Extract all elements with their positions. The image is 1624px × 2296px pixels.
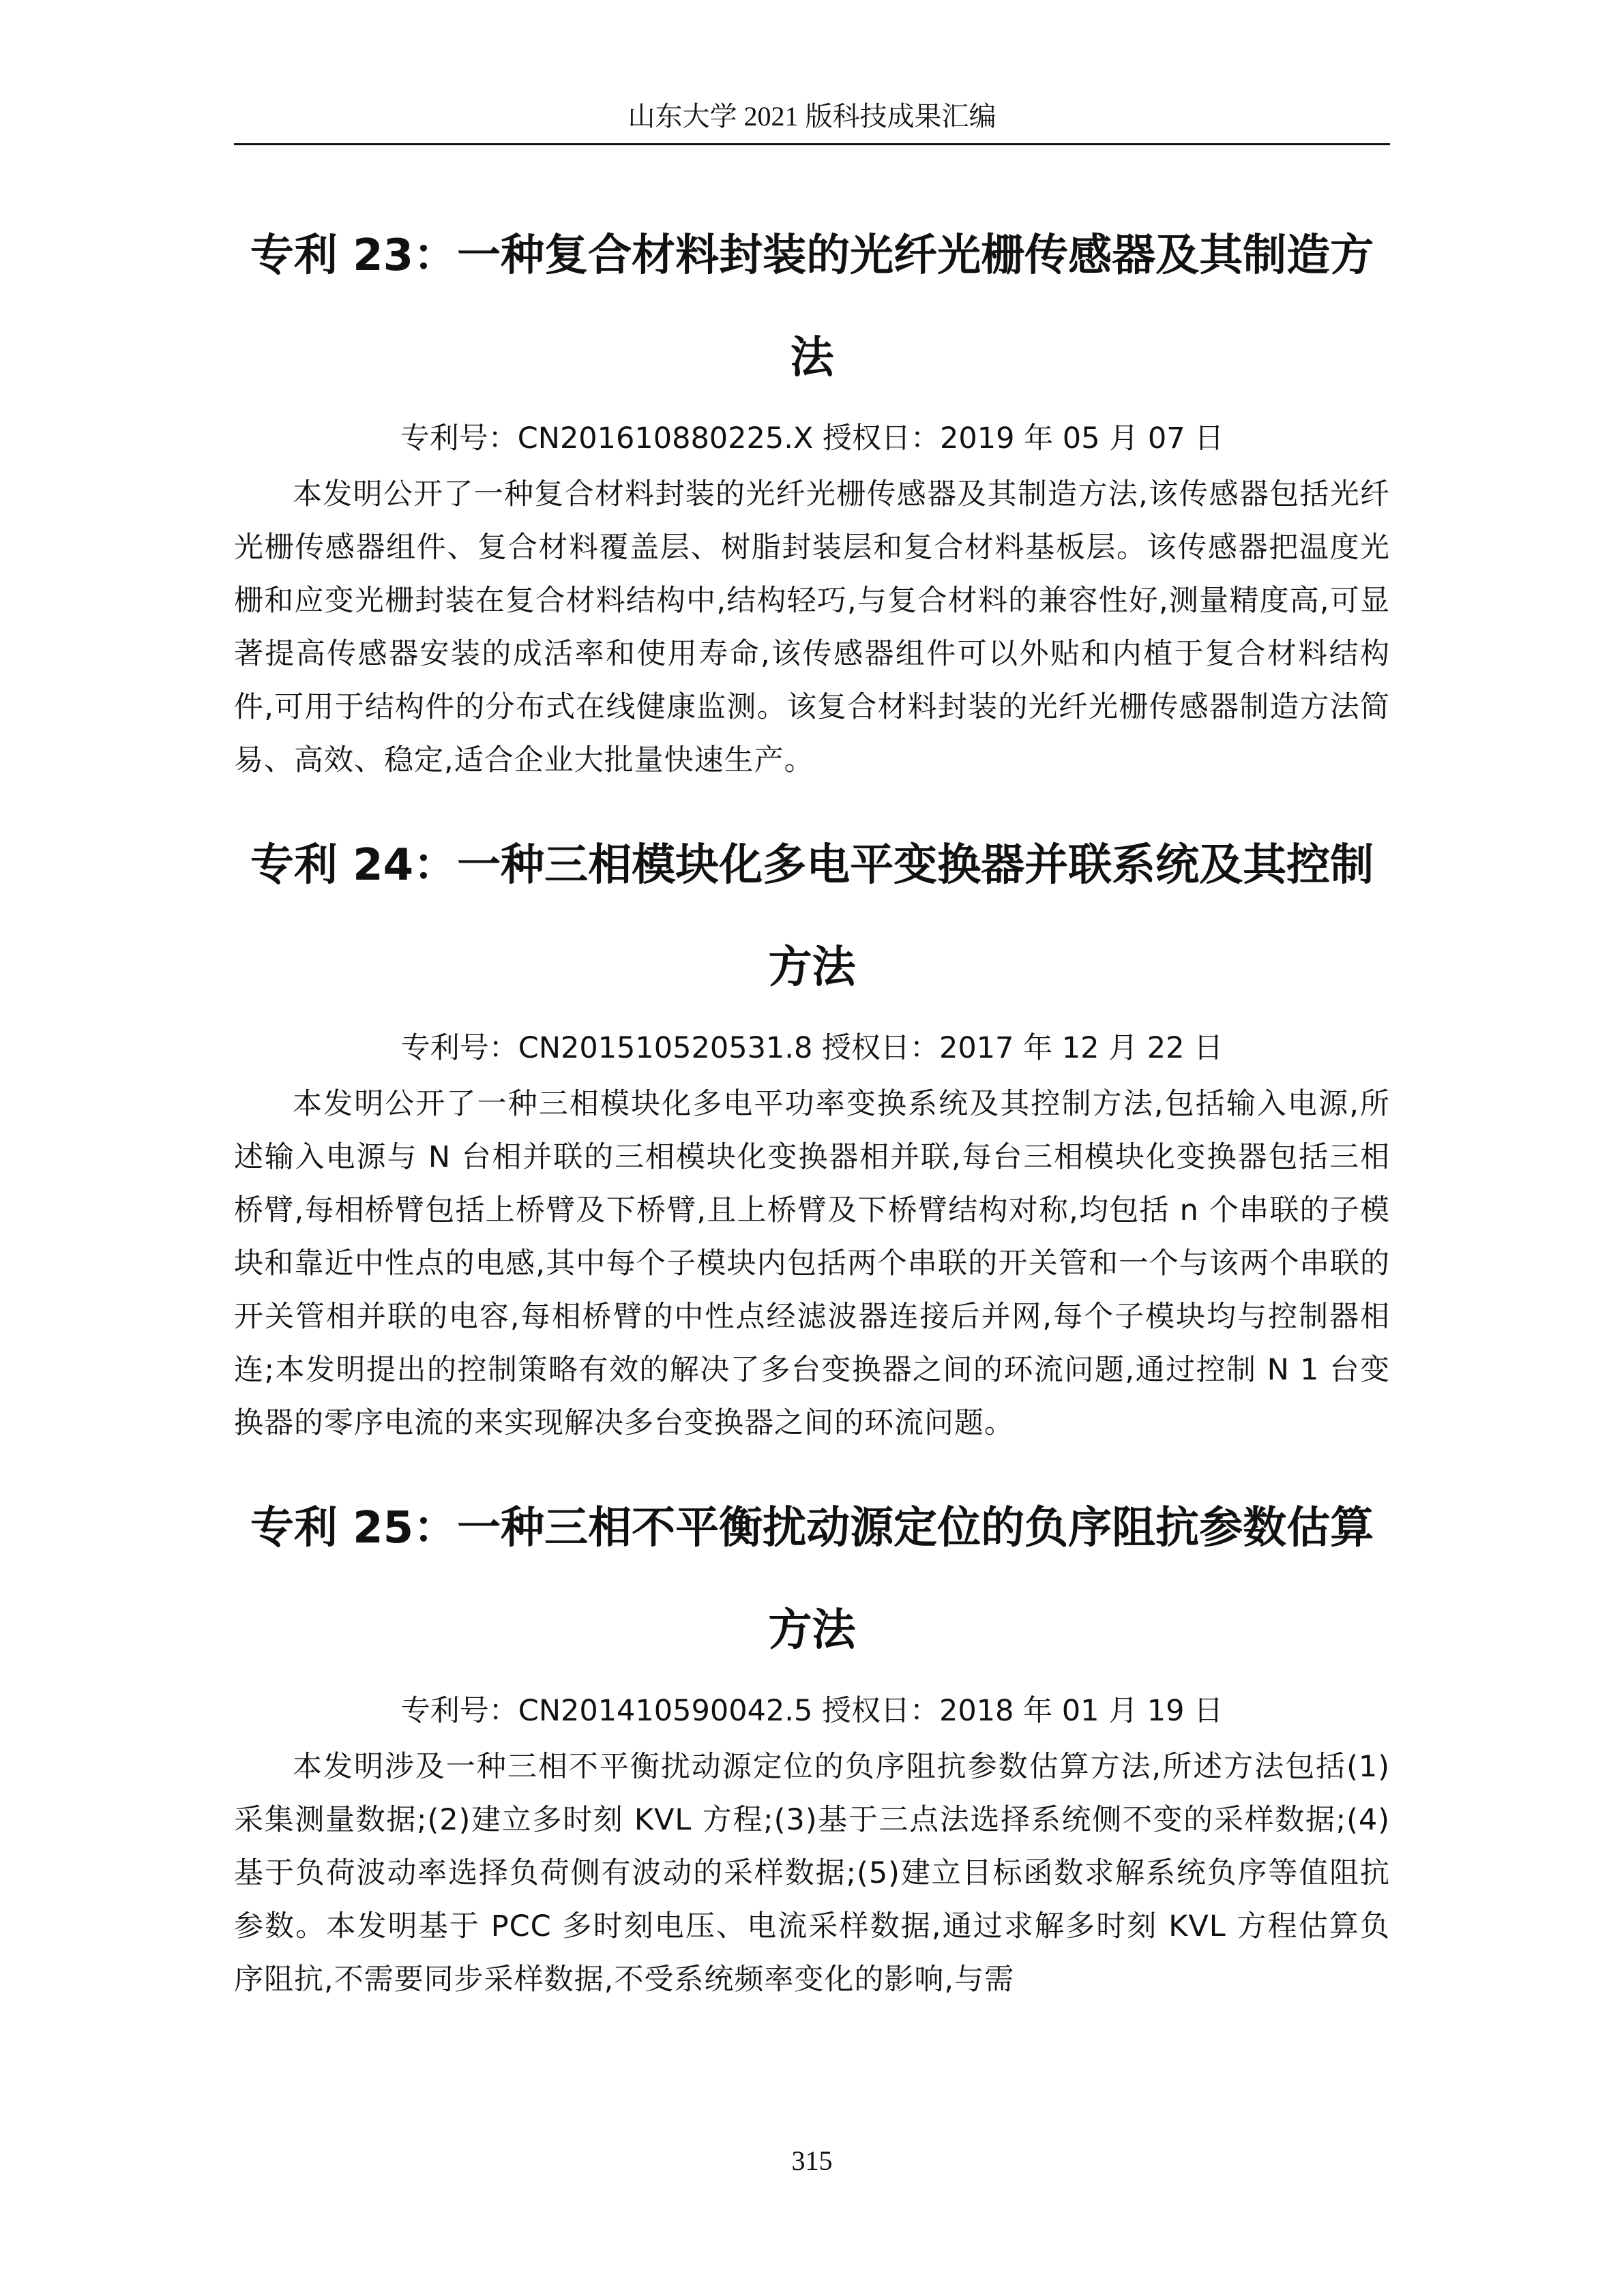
patent-section-23 [234,205,1390,787]
patent-abstract: 本发明公开了一种三相模块化多电平功率变换系统及其控制方法,包括输入电源,所述输入电源与 N 台相并联的三相模块化变换器相并联,每台三相模块化变换器包括三相桥臂,每相桥臂包括上桥臂及下桥臂,且上桥臂及下桥臂结构对称,均包括 n 个串联的子模块和靠近中性点的电感,其中每个子模块内包括两个串联的开关管和一个与该两个串联的开关管相并联的电容,每相桥臂的中性点经滤波器连接后并网,每个子模块均与控制器相连;本发明提出的控制策略有效的解决了多台变换器之间的环流问题,通过控制 N 1 台变换器的零序电流的来实现解决多台变换器之间的环流问题。 [234,1087,1390,1440]
patent-meta: 专利号：CN201610880225.X 授权日：2019 年 05 月 07 日 [400,421,1224,456]
patent-abstract: 本发明涉及一种三相不平衡扰动源定位的负序阻抗参数估算方法,所述方法包括(1)采集测量数据;(2)建立多时刻 KVL 方程;(3)基于三点法选择系统侧不变的采样数据;(4)基于负荷波动率选择负荷侧有波动的采样数据;(5)建立目标函数求解系统负序等值阻抗参数。本发明基于 PCC 多时刻电压、电流采样数据,通过求解多时刻 KVL 方程估算负序阻抗,不需要同步采样数据,不受系统频率变化的影响,与需 [234,1750,1390,1997]
page-number: 315 [791,2145,833,2176]
patent-section-24 [234,814,1390,1450]
document-body [234,205,1390,2006]
patent-abstract: 本发明公开了一种复合材料封装的光纤光栅传感器及其制造方法,该传感器包括光纤光栅传感器组件、复合材料覆盖层、树脂封装层和复合材料基板层。该传感器把温度光栅和应变光栅封装在复合材料结构中,结构轻巧,与复合材料的兼容性好,测量精度高,可显著提高传感器安装的成活率和使用寿命,该传感器组件可以外贴和内植于复合材料结构件,可用于结构件的分布式在线健康监测。该复合材料封装的光纤光栅传感器制造方法简易、高效、稳定,适合企业大批量快速生产。 [234,477,1390,777]
patent-title: 专利 24：一种三相模块化多电平变换器并联系统及其控制方法 [250,840,1374,993]
patent-meta: 专利号：CN201510520531.8 授权日：2017 年 12 月 22 日 [400,1031,1224,1065]
patent-meta: 专利号：CN201410590042.5 授权日：2018 年 01 月 19 日 [400,1694,1224,1728]
running-header: 山东大学 2021 版科技成果汇编 [234,90,1390,145]
patent-title: 专利 23：一种复合材料封装的光纤光栅传感器及其制造方法 [250,230,1374,383]
patent-section-25 [234,1477,1390,2006]
patent-title: 专利 25：一种三相不平衡扰动源定位的负序阻抗参数估算方法 [250,1503,1374,1656]
